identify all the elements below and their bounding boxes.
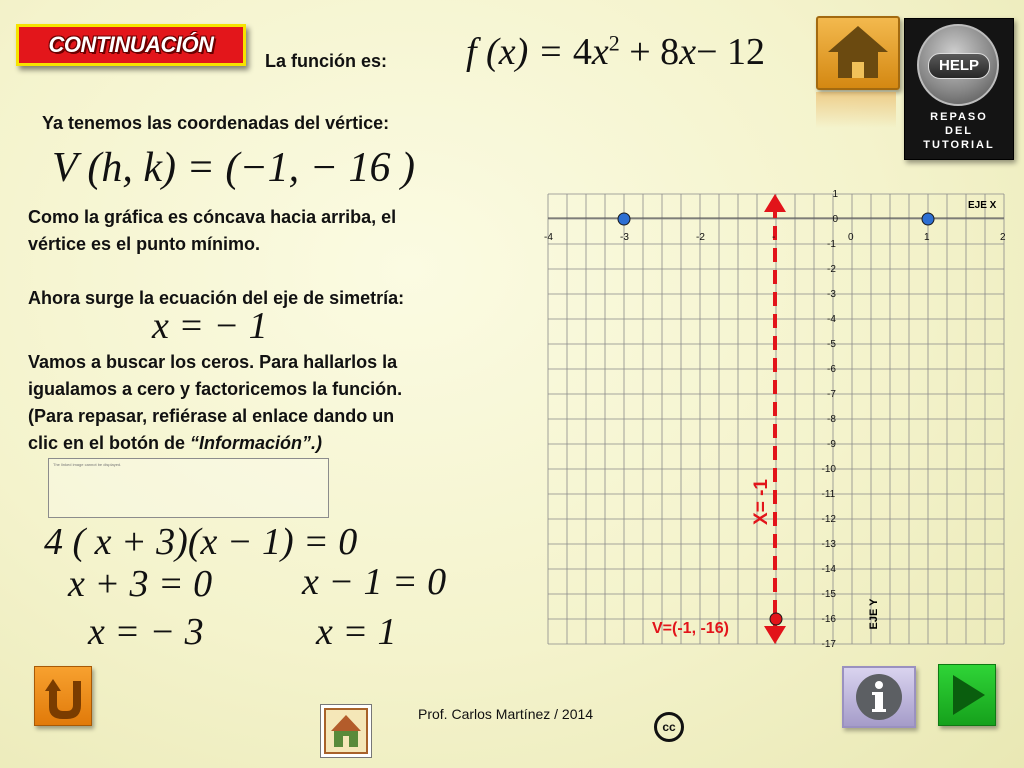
y-tick-label: -1 — [827, 239, 836, 250]
info-reference: “Información”.) — [190, 433, 323, 453]
symmetry-arrow-up — [764, 194, 786, 212]
zeros-text-1: Vamos a buscar los ceros. Para hallarlos la — [28, 352, 398, 372]
symmetry-intro: Ahora surge la ecuación del eje de simetría: — [28, 288, 405, 308]
x-tick-label: - — [772, 232, 776, 243]
y-tick-label: -11 — [821, 489, 836, 500]
vertex-equation: V (h, k) = (−1, − 16 ) — [52, 145, 416, 191]
symmetry-arrow-down — [764, 626, 786, 644]
x-tick-labels — [544, 232, 1006, 243]
y-tick-label: -13 — [821, 539, 836, 550]
y-tick-label: 1 — [832, 189, 839, 200]
y-tick-label: -4 — [827, 314, 836, 325]
concave-text-1: Como la gráfica es cóncava hacia arriba, el — [28, 207, 397, 227]
return-arrow-icon — [35, 667, 91, 725]
home-button-reflection — [816, 92, 896, 128]
y-tick-label: -8 — [827, 414, 836, 425]
home-button[interactable] — [816, 16, 900, 90]
help-line-2: DEL — [945, 125, 973, 137]
zeros-text-4: clic en el botón de “Información”.) — [28, 433, 323, 453]
concave-text-2: vértice es el punto mínimo. — [28, 234, 261, 254]
zero-point-left — [618, 213, 630, 225]
equation-left-1: x + 3 = 0 — [68, 563, 213, 605]
y-tick-label: -10 — [821, 464, 836, 475]
zeros-text-2: igualamos a cero y factoricemos la función. — [28, 379, 403, 399]
function-expression: f $(x) = 4x^2 + 8x- 12$ — [466, 30, 765, 73]
y-axis-label: EJE Y — [868, 598, 880, 630]
y-tick-label: -15 — [821, 589, 836, 600]
coordinate-grid — [544, 189, 1006, 650]
function-label: La función es: — [265, 51, 388, 71]
vertex-intro: Ya tenemos las coordenadas del vértice: — [42, 113, 390, 133]
school-logo — [320, 704, 372, 758]
logo-emblem-icon — [321, 705, 371, 757]
y-tick-label: -16 — [821, 614, 836, 625]
y-tick-label: -12 — [821, 514, 836, 525]
next-button[interactable] — [938, 664, 996, 726]
linked-image-placeholder — [48, 458, 329, 518]
help-title: HELP — [928, 53, 990, 79]
equation-right-2: x = 1 — [316, 611, 397, 653]
y-tick-label: -6 — [827, 364, 836, 375]
y-tick-label: -9 — [827, 439, 836, 450]
continue-label: CONTINUACIÓN — [48, 32, 214, 57]
y-tick-label: -3 — [827, 289, 836, 300]
y-tick-label: -5 — [827, 339, 836, 350]
creative-commons-icon: cc — [654, 712, 684, 742]
x-tick-label: 2 — [1000, 232, 1006, 243]
x-tick-label: 0 — [848, 232, 854, 243]
back-button[interactable] — [34, 666, 92, 726]
info-icon — [844, 668, 914, 726]
symmetry-axis-label: X= -1 — [751, 479, 772, 525]
y-tick-label: -2 — [827, 264, 836, 275]
info-button[interactable] — [842, 666, 916, 728]
y-tick-label: 0 — [832, 214, 839, 225]
continue-button[interactable] — [16, 24, 246, 66]
home-icon — [818, 18, 898, 88]
y-tick-label: -17 — [821, 639, 836, 650]
help-line-1: REPASO — [930, 111, 988, 123]
y-tick-labels — [822, 189, 839, 650]
x-tick-label: -4 — [544, 232, 553, 243]
x-tick-label: -3 — [620, 232, 629, 243]
vertex-label: V=(-1, -16) — [652, 620, 729, 637]
linked-image-note: The linked image cannot be displayed. — [53, 462, 122, 467]
zeros-text-3: (Para repasar, refiérase al enlace dando un — [28, 406, 395, 426]
help-badge-icon — [917, 24, 999, 106]
symmetry-equation: x = − 1 — [152, 305, 268, 347]
y-tick-label: -7 — [827, 389, 836, 400]
vertex-point — [770, 613, 782, 625]
x-tick-label: 1 — [924, 232, 930, 243]
y-tick-label: -14 — [821, 564, 836, 575]
help-line-3: TUTORIAL — [923, 139, 995, 151]
equation-right-1: x − 1 = 0 — [302, 561, 447, 603]
author-credit: Prof. Carlos Martínez / 2014 — [418, 706, 594, 722]
equation-left-2: x = − 3 — [88, 611, 204, 653]
play-arrow-icon — [939, 665, 995, 725]
help-button[interactable] — [904, 18, 1014, 160]
zero-point-right — [922, 213, 934, 225]
factored-equation: 4 ( x + 3)(x − 1) = 0 — [44, 521, 358, 563]
x-tick-label: -2 — [696, 232, 705, 243]
x-axis-label: EJE X — [968, 200, 997, 211]
